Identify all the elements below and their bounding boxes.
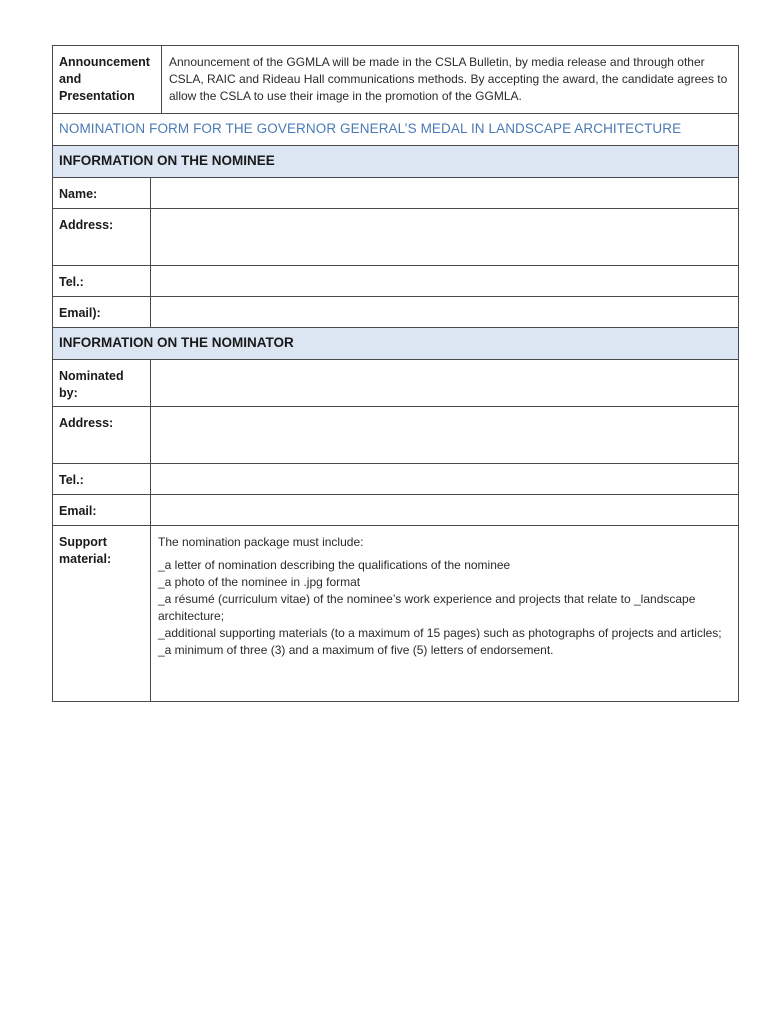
nominated-by-field[interactable] <box>151 360 738 406</box>
nominator-email-row <box>53 495 738 526</box>
nominee-address-row <box>53 209 738 266</box>
nominee-email-row <box>53 297 738 328</box>
announcement-label: Announcement and Presentation <box>53 46 162 113</box>
support-requirements-list <box>158 557 731 659</box>
nominator-section-heading: INFORMATION ON THE NOMINATOR <box>53 328 738 360</box>
nominee-tel-field[interactable] <box>151 266 738 296</box>
list-item: _a photo of the nominee in .jpg format <box>158 575 361 589</box>
nominator-email-label: Email: <box>53 495 151 525</box>
list-item: _additional supporting materials (to a maximum of 15 pages) such as photographs of projects and articles; <box>158 626 722 640</box>
nomination-form-table <box>52 45 739 702</box>
nominator-tel-label: Tel.: <box>53 464 151 494</box>
nominated-by-label: Nominated by: <box>53 360 151 406</box>
nominator-tel-field[interactable] <box>151 464 738 494</box>
nominee-name-row <box>53 178 738 209</box>
announcement-row <box>53 46 738 114</box>
nominee-email-field[interactable] <box>151 297 738 327</box>
nominator-tel-row <box>53 464 738 495</box>
list-item: _a letter of nomination describing the qualifications of the nominee <box>158 558 511 572</box>
nominator-email-field[interactable] <box>151 495 738 525</box>
nominee-tel-row <box>53 266 738 297</box>
nominee-section-heading: INFORMATION ON THE NOMINEE <box>53 146 738 178</box>
nominee-address-label: Address: <box>53 209 151 265</box>
nominee-name-field[interactable] <box>151 178 738 208</box>
announcement-text: Announcement of the GGMLA will be made in the CSLA Bulletin, by media release and through other CSLA, RAIC and Rideau Hall communications methods. By accepting the award, the candidate agrees to allow the CSLA to use their image in the promotion of the GGMLA. <box>169 55 728 103</box>
nominator-address-field[interactable] <box>151 407 738 463</box>
nominee-address-field[interactable] <box>151 209 738 265</box>
list-item: _a minimum of three (3) and a maximum of five (5) letters of endorsement. <box>158 643 554 657</box>
support-material-row <box>53 526 738 701</box>
list-item: _a résumé (curriculum vitae) of the nominee’s work experience and projects that relate to _landscape architecture; <box>158 592 696 623</box>
support-material-content <box>151 526 738 701</box>
form-title: NOMINATION FORM FOR THE GOVERNOR GENERAL’S MEDAL IN LANDSCAPE ARCHITECTURE <box>53 114 738 146</box>
nominee-email-label: Email): <box>53 297 151 327</box>
nominator-address-row <box>53 407 738 464</box>
nominee-tel-label: Tel.: <box>53 266 151 296</box>
nominator-nominated-by-row <box>53 360 738 407</box>
support-intro: The nomination package must include: <box>158 535 364 549</box>
support-material-label: Support material: <box>53 526 151 701</box>
nominee-name-label: Name: <box>53 178 151 208</box>
nominator-address-label: Address: <box>53 407 151 463</box>
